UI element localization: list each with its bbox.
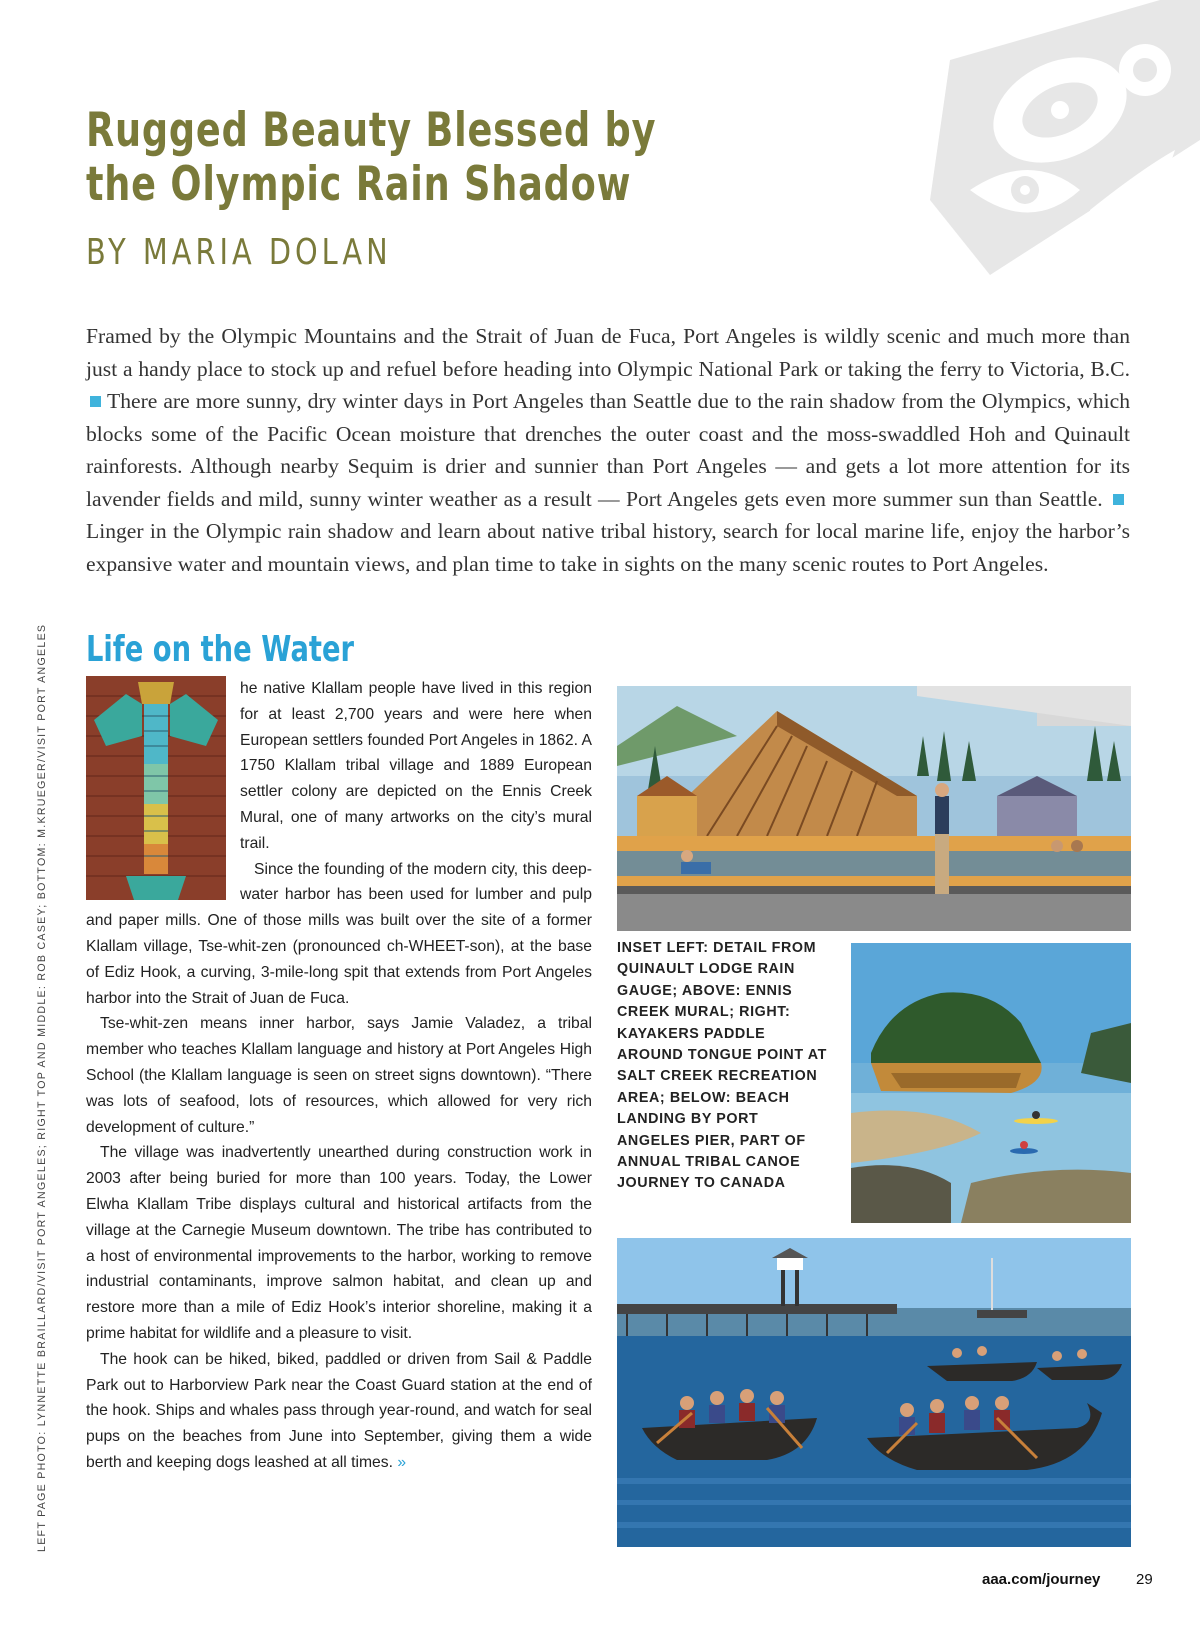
page-number: 29 xyxy=(1136,1571,1153,1588)
body-paragraph-5-text: The hook can be hiked, biked, paddled or driven from Sail & Paddle Park out to Harborview Park near the Coast Guard station at the end of the hook. Ships and whales pass through year-round, and watch for seal pups on the beaches from June into September, giving them a wide berth and keeping dogs leashed at all times. xyxy=(86,1350,592,1471)
body-paragraph-1: he native Klallam people have lived in this region for at least 2,700 years and were here when European settlers founded Port Angeles in 1862. A 1750 Klallam tribal village and 1889 European settler colony are depicted on the Ennis Creek Mural, one of many artworks on the city’s mural trail. xyxy=(240,680,592,852)
intro-sentence-3: Linger in the Olympic rain shadow and learn about native tribal history, search for local marine life, enjoy the harbor’s expansive water and mountain views, and plan time to take in sights on the many scenic routes to Port Angeles. xyxy=(86,519,1130,576)
photo-credit: LEFT PAGE PHOTO: LYNNETTE BRAILLARD/VISIT PORT ANGELES; RIGHT TOP AND MIDDLE: ROB CASEY; BOTTOM: M.KRUEGER/VISIT PORT ANGELES xyxy=(36,623,48,1552)
article-title xyxy=(86,103,657,212)
intro-paragraph xyxy=(86,320,1130,580)
tribal-formline-art-icon xyxy=(910,0,1200,290)
photo-kayakers-tongue-point xyxy=(851,943,1131,1223)
section-heading: Life on the Water xyxy=(86,629,355,670)
photo-ennis-creek-mural xyxy=(617,686,1131,931)
body-paragraph-3: Tse-whit-zen means inner harbor, says Jamie Valadez, a tribal member who teaches Klallam language and history at Port Angeles High School (the Klallam language is seen on street signs downtown). “There was lots of seafood, lots of resources, which allowed for very rich development of culture.” xyxy=(86,1015,592,1136)
intro-sentence-2: There are more sunny, dry winter days in Port Angeles than Seattle due to the rain shadow from the Olympics, which blocks some of the Pacific Ocean moisture that drenches the outer coast and the moss-swaddled Hoh and Quinault rainforests. Although nearby Sequim is drier and sunnier than Port Angeles — and gets a lot more attention for its lavender fields and mild, sunny winter weather as a result — Port Angeles gets even more summer sun than Seattle. xyxy=(86,389,1130,511)
body-paragraph-2: Since the founding of the modern city, this deep-water harbor has been used for lumber and pulp and paper mills. One of those mills was built over the site of a former Klallam village, Tse-whit-zen (pronounced ch-WHEET-son), at the base of Ediz Hook, a curving, 3-mile-long spit that extends from Port Angeles harbor into the Strait of Juan de Fuca. xyxy=(86,860,592,1007)
continue-mark: » xyxy=(397,1453,407,1471)
intro-sentence-1: Framed by the Olympic Mountains and the Strait of Juan de Fuca, Port Angeles is wildly scenic and much more than just a handy place to stock up and refuel before heading into Olympic National Park or taking the ferry to Victoria, B.C. xyxy=(86,324,1130,381)
footer-url[interactable]: aaa.com/journey xyxy=(982,1571,1101,1588)
title-line-1: Rugged Beauty Blessed by xyxy=(86,103,657,158)
blue-square-icon xyxy=(1113,494,1124,505)
title-line-2: the Olympic Rain Shadow xyxy=(86,157,632,212)
photo-tribal-canoe-journey xyxy=(617,1238,1131,1547)
inset-photo-rain-gauge xyxy=(86,676,226,900)
byline: BY MARIA DOLAN xyxy=(86,232,392,273)
blue-square-icon xyxy=(90,396,101,407)
photo-caption: INSET LEFT: DETAIL FROM QUINAULT LODGE RAIN GAUGE; ABOVE: ENNIS CREEK MURAL; RIGHT: KAYAKERS PADDLE AROUND TONGUE POINT AT SALT CREEK RECREATION AREA; BELOW: BEACH LANDING BY PORT ANGELES PIER, PART OF ANNUAL TRIBAL CANOE JOURNEY TO CANADA xyxy=(617,940,827,1192)
body-paragraph-4: The village was inadvertently unearthed during construction work in 2003 after being buried for more than 100 years. Today, the Lower Elwha Klallam Tribe displays cultural and historical artifacts from the village at the Carnegie Museum downtown. The tribe has contributed to a host of environmental improvements to the harbor, working to remove industrial contaminants, improve salmon habitat, and clean up and restore more than a mile of Ediz Hook’s interior shoreline, making it a prime habitat for wildlife and a pleasure to visit. xyxy=(86,1144,592,1342)
body-paragraph-5 xyxy=(86,1347,592,1476)
